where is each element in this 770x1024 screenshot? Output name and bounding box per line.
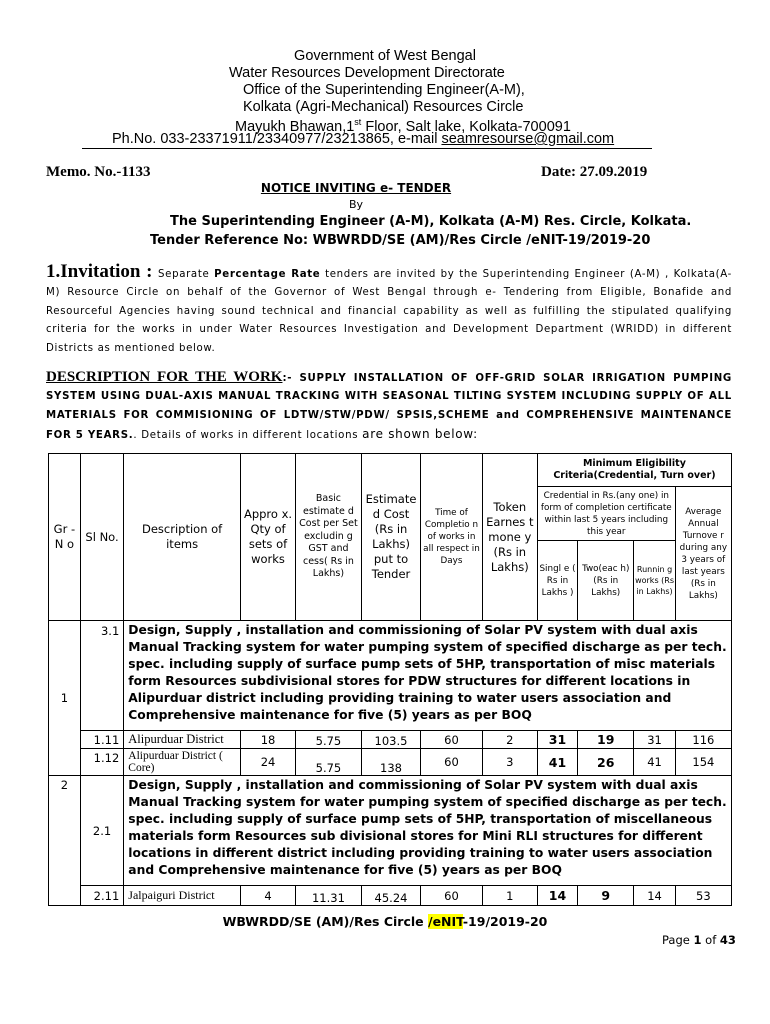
- col-basic-cost: Basic estimate d Cost per Set excludin g GST and cess( Rs in Lakhs): [296, 454, 362, 621]
- col-qty: Appro x. Qty of sets of works: [240, 454, 295, 621]
- col-slno: Sl No.: [80, 454, 123, 621]
- page-number: Page 1 of 43: [662, 933, 736, 947]
- col-credential: Credential in Rs.(any one) in form of completion certificate within last 5 years including this year: [537, 487, 675, 541]
- group-description: Design, Supply , installation and commissioning of Solar PV system with dual axis Manual Tracking system for water pumping system of specified discharge as per tech. spec. including supply of surface pump sets of 5HP, transportation of misc materials form Resources subdivisional stores for PDW structures for different locations in Alipurduar district including providing training to water users association and Comprehensive maintenance for five (5) years as per BOQ: [124, 621, 732, 731]
- header-govt: Government of West Bengal: [294, 48, 476, 64]
- notice-by: By: [348, 198, 364, 211]
- table-row: [49, 621, 732, 731]
- description-paragraph: DESCRIPTION FOR THE WORK:- SUPPLY INSTALLATION OF OFF-GRID SOLAR IRRIGATION PUMPING SYSTEM USING DUAL-AXIS MANUAL TRACKING WITH SEASONAL TILTING SYSTEM INCLUDING SUPPLY OF ALL MATERIALS FOR COMMISIONING OF LDTW/STW/PDW/ SPSIS,SCHEME and COMPREHENSIVE MAINTENANCE FOR 5 YEARS.. Details of works in different locations are shown below:: [46, 369, 732, 442]
- district-name: Jalpaiguri District: [124, 886, 241, 906]
- col-description: Description of items: [124, 454, 241, 621]
- works-table: [48, 453, 732, 906]
- col-single: Singl e ( Rs in Lakhs ): [537, 541, 577, 621]
- footer-reference: WBWRDD/SE (AM)/Res Circle /eNIT-19/2019-20: [222, 914, 548, 929]
- table-row: 2.11 Jalpaiguri District 4 11.31 45.24 60 1 14 9 14 53: [49, 886, 732, 906]
- notice-authority: The Superintending Engineer (A-M), Kolkata (A-M) Res. Circle, Kolkata.: [170, 214, 692, 229]
- description-heading: DESCRIPTION FOR THE WORK: [46, 369, 283, 385]
- memo-number: Memo. No.-1133: [46, 164, 151, 180]
- group-number: 1: [49, 621, 81, 776]
- table-row: 1.11 Alipurduar District 18 5.75 103.5 60 2 31 19 31 116: [49, 731, 732, 749]
- group-sl: 3.1: [80, 621, 123, 731]
- group-number: 2: [49, 776, 81, 906]
- col-token: Token Earnes t mone y (Rs in Lakhs): [482, 454, 537, 621]
- header-contact: Ph.No. 033-23371911/23340977/23213865, e-mail seamresourse@gmail.com: [112, 131, 615, 147]
- col-running: Runnin g works (Rs in Lakhs): [634, 541, 675, 621]
- col-turnover: Average Annual Turnove r during any 3 years of last years (Rs in Lakhs): [675, 487, 731, 621]
- notice-title: NOTICE INVITING e- TENDER: [260, 181, 452, 195]
- tender-reference: Tender Reference No: WBWRDD/SE (AM)/Res Circle /eNIT-19/2019-20: [150, 233, 651, 248]
- col-two: Two(eac h) (Rs in Lakhs): [578, 541, 634, 621]
- memo-date: Date: 27.09.2019: [541, 164, 648, 180]
- header-address: Mayukh Bhawan,1st Floor, Salt lake, Kolkata-700091: [235, 117, 571, 135]
- email-link[interactable]: seamresourse@gmail.com: [441, 131, 615, 147]
- group-description: Design, Supply , installation and commissioning of Solar PV system with dual axis Manual Tracking system for water pumping system of specified discharge as per tech. spec. including supply of surface pump sets of 5HP, transportation of miscellaneous materials form Resources sub divisional stores for Mini RLI structures for different locations in different district including providing training to water users association and Comprehensive maintenance for five (5) years as per BOQ: [124, 776, 732, 886]
- col-min-eligibility: Minimum Eligibility Criteria(Credential, Turn over): [537, 454, 731, 487]
- district-name: Alipurduar District: [124, 731, 241, 749]
- header-circle: Kolkata (Agri-Mechanical) Resources Circle: [243, 99, 524, 115]
- header-rule: [82, 148, 652, 149]
- district-name: Alipurduar District ( Core): [124, 749, 241, 776]
- col-estimated-cost: Estimate d Cost (Rs in Lakhs) put to Tender: [361, 454, 420, 621]
- invitation-heading: 1.Invitation :: [46, 261, 159, 282]
- table-row: 1.12 Alipurduar District ( Core) 24 5.75 138 60 3 41 26 41 154: [49, 749, 732, 776]
- group-sl: 2.1: [80, 776, 123, 886]
- col-time: Time of Completio n of works in all respect in Days: [421, 454, 483, 621]
- table-row: [49, 776, 732, 886]
- header-office: Office of the Superintending Engineer(A-M),: [243, 82, 525, 98]
- table-header-row: [49, 454, 732, 487]
- col-grno: Gr - N o: [49, 454, 81, 621]
- invitation-paragraph: 1.Invitation : Separate Percentage Rate tenders are invited by the Superintending Engineer (A-M) , Kolkata(A-M) Resource Circle on behalf of the Governor of West Bengal through e- Tendering from Eligible, Bonafide and Resourceful Agencies having sound technical and financial capability as well as fulfilling the stipulated qualifying criteria for the works in under Water Resources Investigation and Development Department (WRIDD) in different Districts as mentioned below.: [46, 261, 732, 354]
- header-directorate: Water Resources Development Directorate: [229, 65, 505, 81]
